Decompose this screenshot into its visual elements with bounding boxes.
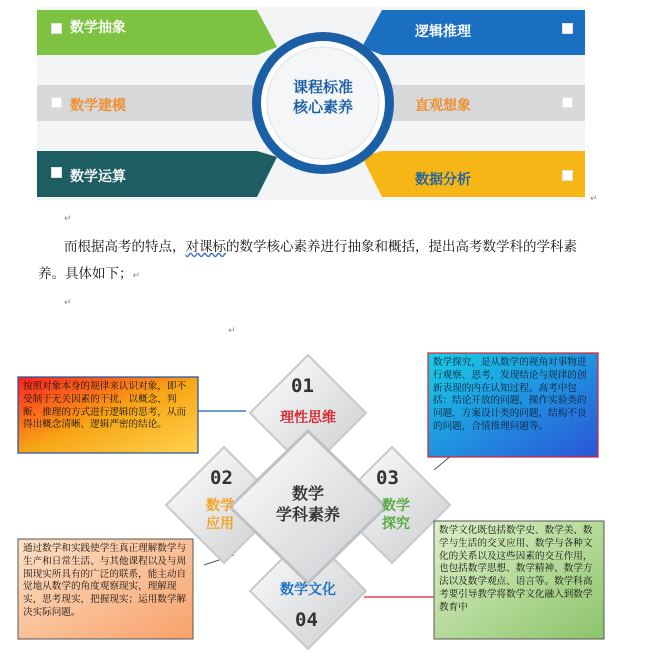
item-data-analysis-label: 数据分析 (415, 172, 471, 188)
node-number: 04 (295, 609, 318, 631)
center-title (281, 77, 365, 117)
node-number: 02 (210, 467, 233, 489)
node-number: 03 (376, 467, 399, 489)
item-computation-label: 数学运算 (70, 169, 126, 185)
math-exploration-description: 数学探究，是从数学的视角对事物进行观察、思考，发现结论与规律的创新表现的内在认知过程。高考中包括：结论开放的问题，操作实验类的问题，方案设计类的问题，结构不良的问题，合情推理问题等。 (433, 357, 587, 432)
checkbox-icon (51, 23, 62, 34)
center-title-line2: 核心素养 (292, 98, 353, 116)
checkbox-icon (51, 167, 62, 178)
subject-literacy-figure (14, 345, 616, 653)
arrow-data-analysis (362, 151, 585, 197)
checkbox-icon (562, 97, 573, 108)
center-subject-literacy: 数学 学科素养 (275, 484, 340, 524)
paragraph-mark: ↵ (64, 214, 72, 224)
item-reasoning-label: 逻辑推理 (415, 24, 471, 40)
node-math-exploration: 数学 探究 (382, 498, 410, 532)
body-paragraph-line2: 养。具体如下；↵ (38, 266, 141, 282)
center-title-line1: 课程标准 (292, 78, 353, 96)
arrow-reasoning (362, 10, 585, 55)
math-application-description: 通过数学和实践使学生真正理解数学与生产和日常生活、与其他课程以及与周围现实所具有的广泛的联系，能主动自觉地从数学的角度观察现实，理解现实，思考现实，把握现实；运用数学解决实际问题。 (23, 543, 187, 618)
node-math-application: 数学 应用 (206, 498, 234, 532)
arrow-imagination (372, 85, 585, 121)
checkbox-icon (562, 23, 573, 34)
item-abstraction-label: 数学抽象 (70, 20, 126, 36)
item-imagination-label: 直观想象 (415, 98, 471, 114)
paragraph-mark: ↵ (64, 298, 72, 308)
spellcheck-underlined-word: 对课标 (185, 239, 226, 255)
rational-thinking-description: 按照对象本身的规律来认识对象，即不受制于无关因素的干扰，以概念、判断、推理的方式进行逻辑的思考，从而得出概念清晰、逻辑严密的结论。 (23, 381, 187, 431)
item-modeling-label: 数学建模 (70, 98, 126, 114)
node-rational-thinking: 理性思维 (280, 410, 336, 426)
checkbox-icon (51, 97, 62, 108)
node-math-culture: 数学文化 (280, 582, 336, 598)
body-paragraph-line1: 而根据高考的特点，对课标的数学核心素养进行抽象和概括，提出高考数学科的学科素 (64, 239, 577, 255)
checkbox-icon (562, 170, 573, 181)
paragraph-mark: ↵ (228, 326, 236, 336)
node-number: 01 (291, 375, 314, 397)
paragraph-mark: ↵ (590, 194, 598, 204)
core-literacy-figure (37, 7, 585, 200)
math-culture-description: 数学文化既包括数学史、数学美、数学与生活的交叉应用、数学与各种文化的关系以及这些因素的交互作用，也包括数学思想、数学精神、数学方法以及数学观点、语言等。数学科高考要引导教学将数学文化融入到数学教育中 (439, 525, 593, 613)
